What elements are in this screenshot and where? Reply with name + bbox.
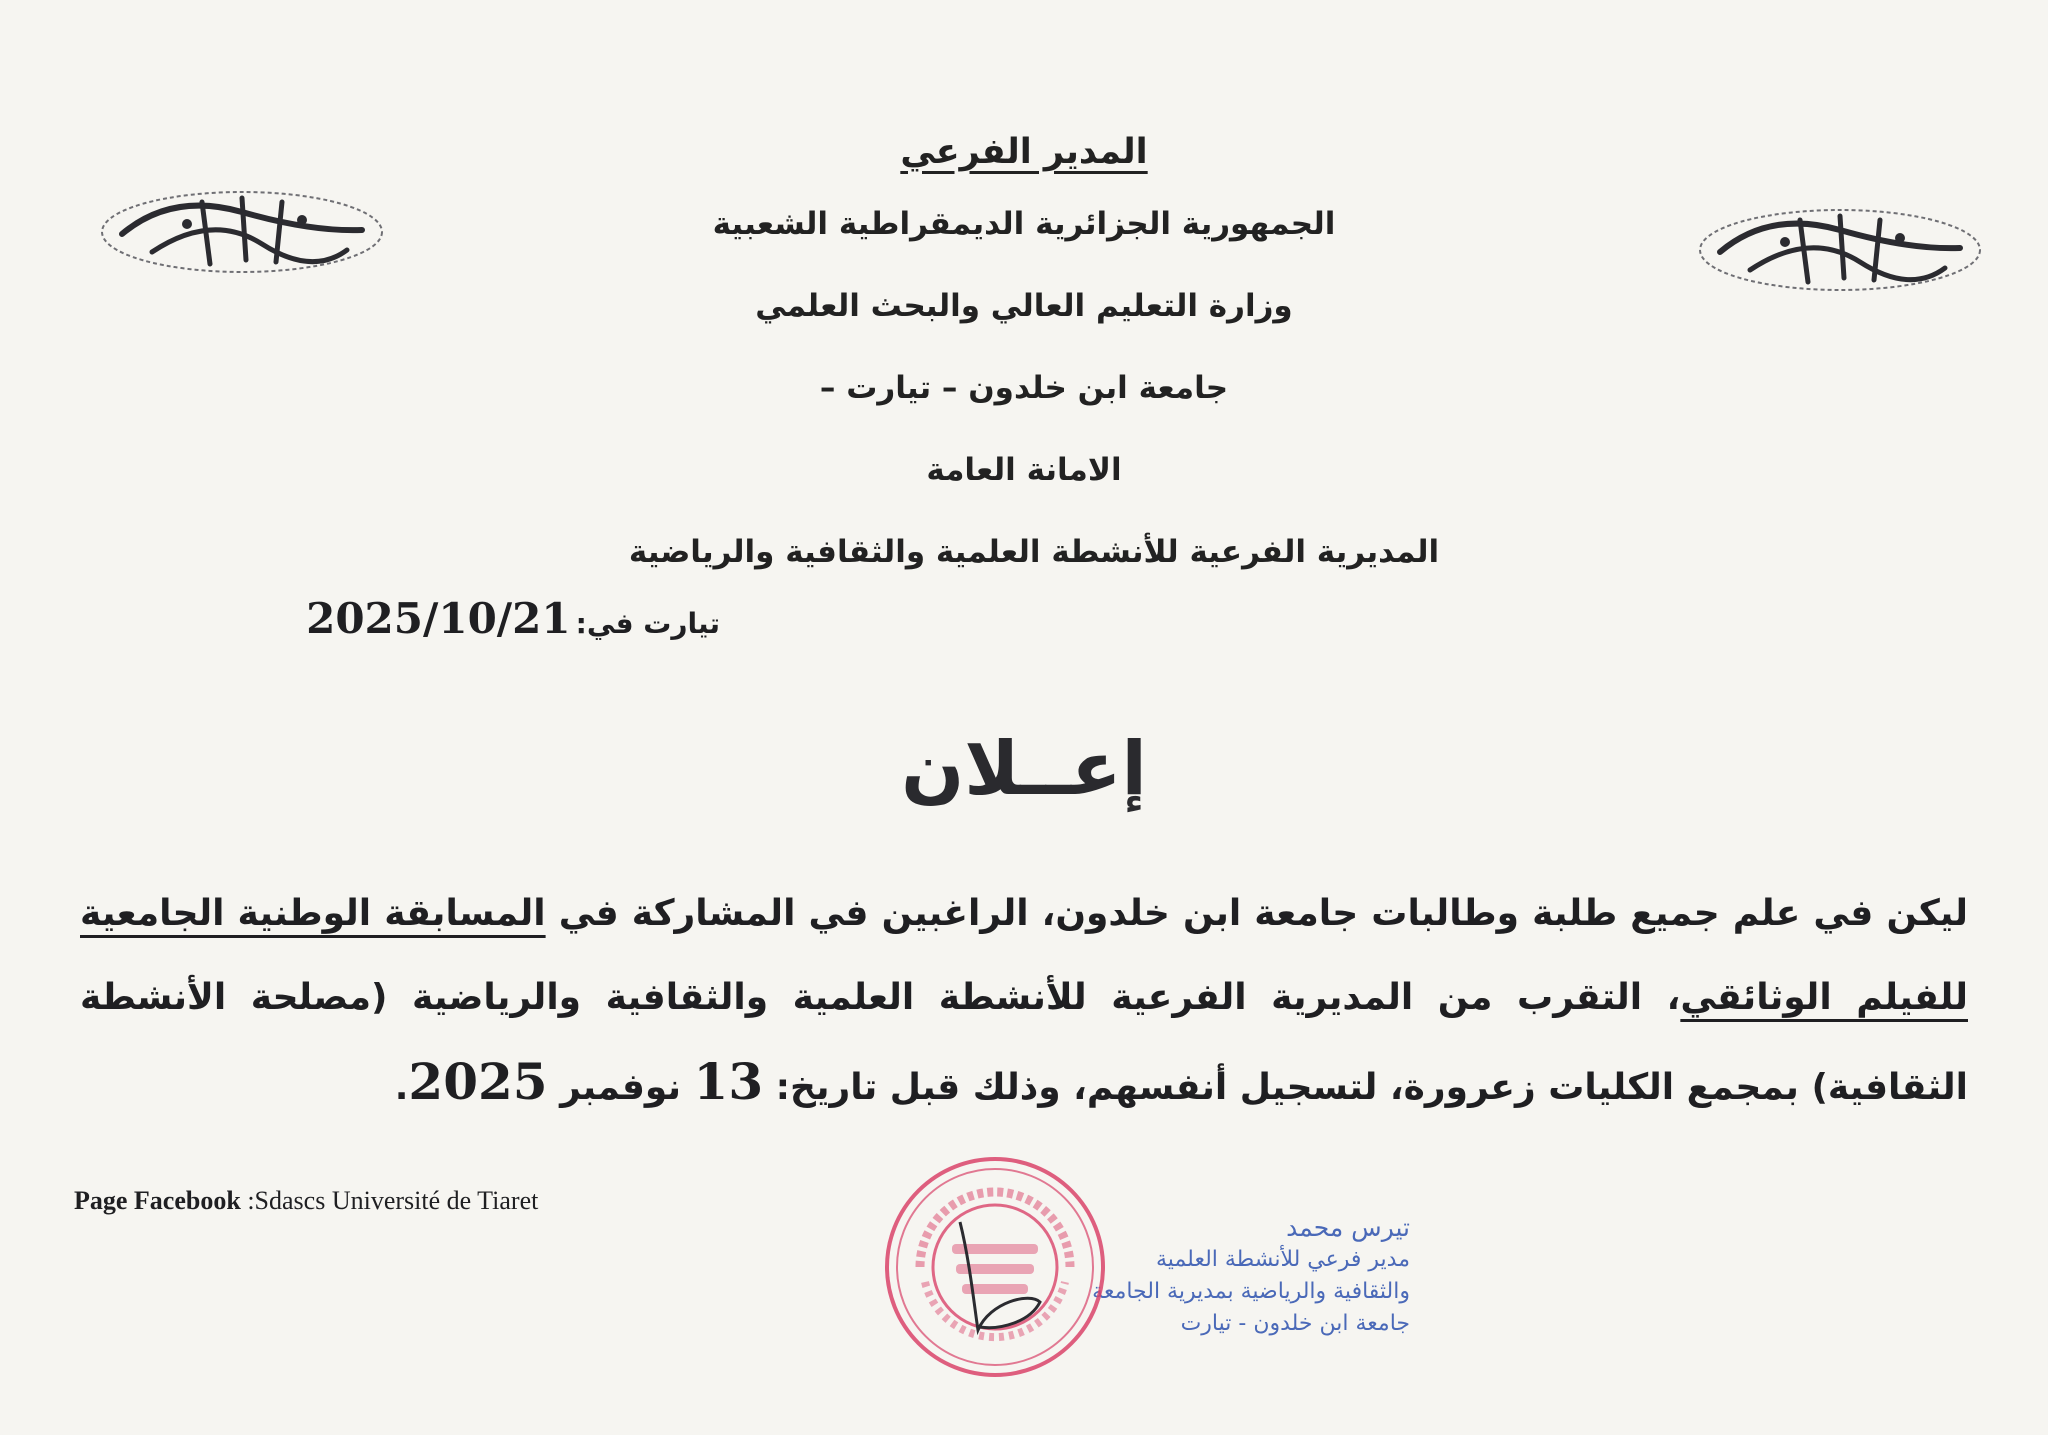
date-value: 2025/10/21 [306,594,571,643]
header-directorate: المديرية الفرعية للأنشطة العلمية والثقافية والرياضية [628,534,1440,570]
signatory-name: تيرس محمد [1286,1213,1410,1242]
facebook-line [74,1186,694,1216]
signatory-title-line2: والثقافية والرياضية بمديرية الجامعة [1092,1279,1410,1304]
facebook-page: :Sdascs Université de Tiaret [240,1186,539,1215]
header-ministry: وزارة التعليم العالي والبحث العلمي [755,288,1293,324]
university-logo-right [1690,190,1990,300]
announcement-title-part1: إعـ [1045,726,1147,812]
signatory-title-line3: جامعة ابن خلدون - تيارت [1180,1311,1410,1336]
deadline-year: 2025 [408,1052,548,1111]
announcement-title-part2: ـلان [901,726,1046,812]
official-stamp [880,1152,1110,1382]
announcement-title [774,726,1274,812]
body-part1: ليكن في علم جميع طلبة وطالبات جامعة ابن خلدون، الراغبين في المشاركة في [545,893,1969,934]
header-university: جامعة ابن خلدون – تيارت – [819,370,1229,406]
header-title: المدير الفرعي [900,132,1148,172]
competition-name: المسابقة الوطنية الجامعية للفيلم الوثائقي [80,893,1968,1018]
header-secretariat: الامانة العامة [926,452,1122,488]
facebook-label: Page Facebook [74,1186,241,1215]
deadline-day: 13 [693,1052,764,1111]
date-label: تيارت في: [575,607,720,640]
body-part2: ، التقرب من المديرية الفرعية للأنشطة العلمية والثقافية والرياضية (مصلحة الأنشطة الثقافية) بمجمع الكليات زعرورة، لتسجيل أنفسهم، وذلك قبل تاريخ: [80,977,1968,1108]
document-date [306,594,720,643]
deadline-month: نوفمبر [547,1067,694,1108]
announcement-body [80,872,1968,1130]
university-logo-left [92,172,392,282]
body-end: . [394,1067,409,1108]
signatory-title-line1: مدير فرعي للأنشطة العلمية [1156,1247,1410,1272]
header-republic: الجمهورية الجزائرية الديمقراطية الشعبية [712,206,1336,242]
